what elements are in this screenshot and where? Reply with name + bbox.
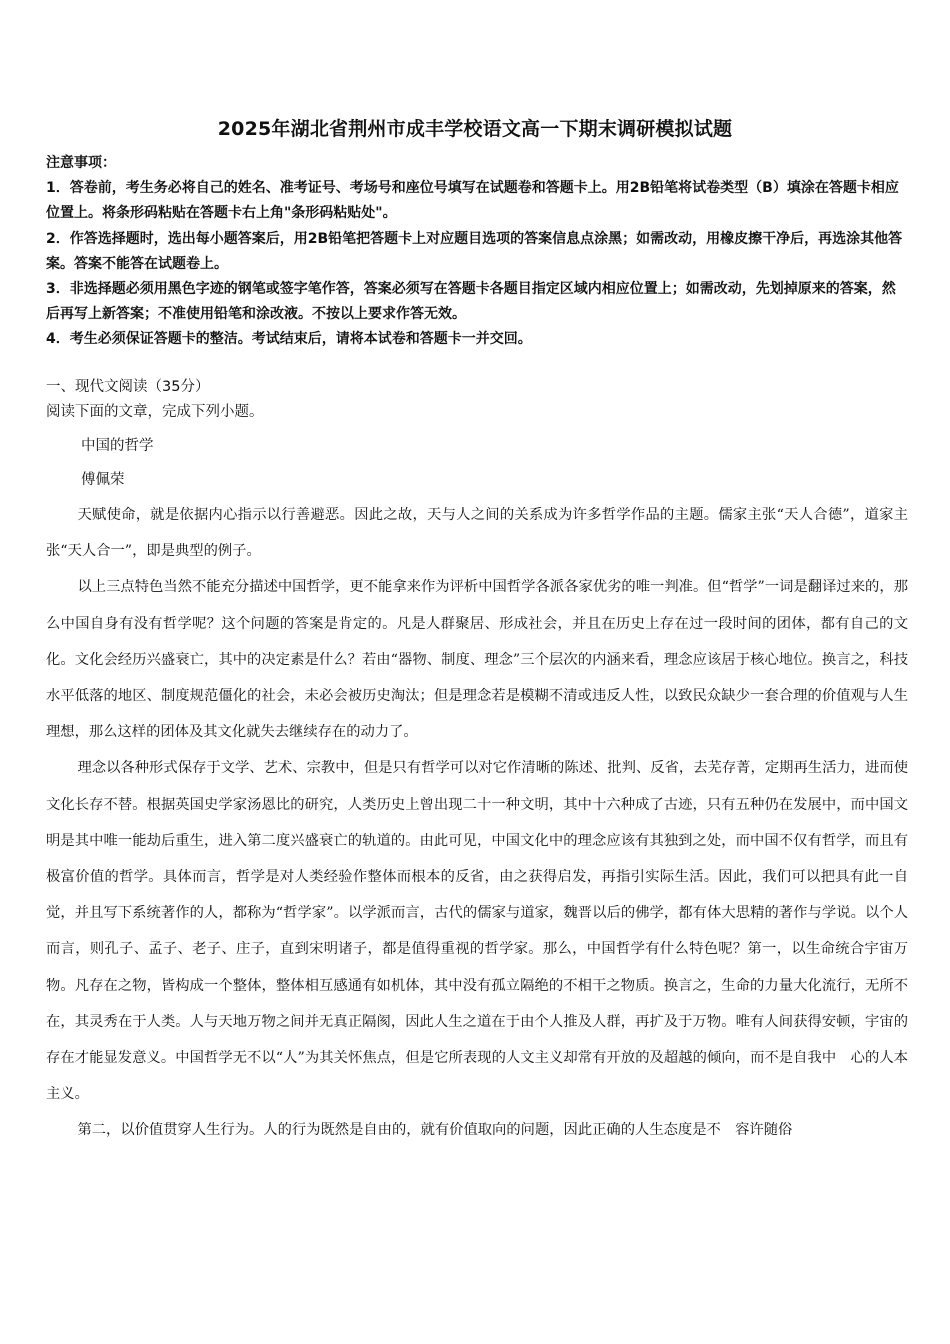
notice-block: [46, 151, 908, 353]
notice-item-3: 3．非选择题必须用黑色字迹的钢笔或签字笔作答，答案必须写在答题卡各题目指定区域内相应位置上；如需改动，先划掉原来的答案，然后再写上新答案；不准使用铅笔和涂改液。不按以上要求作答无效。: [46, 281, 896, 323]
notice-item-1: 1．答卷前，考生务必将自己的姓名、准考证号、考场号和座位号填写在试题卷和答题卡上。用2B铅笔将试卷类型（B）填涂在答题卡相应位置上。将条形码粘贴在答题卡右上角"条形码粘贴处"。: [46, 180, 899, 222]
paragraph-3: 理念以各种形式保存于文学、艺术、宗教中，但是只有哲学可以对它作清晰的陈述、批判、反省，去芜存菁，定期再生活力，进而使文化长存不替。根据英国史学家汤恩比的研究，人类历史上曾出现二十一种文明，其中十六种成了古迹，只有五种仍在发展中，而中国文明是其中唯一能劫后重生，进入第二度兴盛衰亡的轨道的。由此可见，中国文化中的理念应该有其独到之处，而中国不仅有哲学，而且有极富价值的哲学。具体而言，哲学是对人类经验作整体而根本的反省，由之获得启发，再指引实际生活。因此，我们可以把具有此一自觉，并且写下系统著作的人，都称为“哲学家”。以学派而言，古代的儒家与道家，魏晋以后的佛学，都有体大思精的著作与学说。以个人而言，则孔子、孟子、老子、庄子，直到宋明诸子，都是值得重视的哲学家。那么，中国哲学有什么特色呢？第一，以生命统合宇宙万物。凡存在之物，皆构成一个整体，整体相互感通有如机体，其中没有孤立隔绝的不相干之物质。换言之，生命的力量大化流行，无所不在，其灵秀在于人类。人与天地万物之间并无真正隔阂，因此人生之道在于由个人推及人群，再扩及于万物。唯有人间获得安顿，宇宙的存在才能显发意义。中国哲学无不以“人”为其关怀焦点，但是它所表现的人文主义却常有开放的及超越的倾向，而不是自我中 心的人本主义。: [46, 760, 908, 1103]
article-body: [46, 497, 908, 1149]
page-title: 2025年湖北省荆州市成丰学校语文高一下期末调研模拟试题: [217, 118, 733, 140]
paragraph-1: 天赋使命，就是依据内心指示以行善避恶。因此之故，天与人之间的关系成为许多哲学作品的主题。儒家主张“天人合德”，道家主张“天人合一”，即是典型的例子。: [46, 507, 908, 560]
paragraph-2: 以上三点特色当然不能充分描述中国哲学，更不能拿来作为评析中国哲学各派各家优劣的唯一判准。但“哲学”一词是翻译过来的，那么中国自身有没有哲学呢？这个问题的答案是肯定的。凡是人群聚居、形成社会，并且在历史上存在过一段时间的团体，都有自己的文化。文化会经历兴盛衰亡，其中的决定素是什么？若由“器物、制度、理念”三个层次的内涵来看，理念应该居于核心地位。换言之，科技水平低落的地区、制度规范僵化的社会，未必会被历史淘汰；但是理念若是模糊不清或违反人性，以致民众缺少一套合理的价值观与人生理想，那么这样的团体及其文化就失去继续存在的动力了。: [46, 579, 908, 741]
notice-item-2: 2．作答选择题时，选出每小题答案后，用2B铅笔把答题卡上对应题目选项的答案信息点涂黑；如需改动，用橡皮擦干净后，再选涂其他答案。答案不能答在试题卷上。: [46, 230, 903, 272]
section-heading: 一、现代文阅读（35分）: [46, 379, 210, 395]
notice-item-4: 4．考生必须保证答题卡的整洁。考试结束后，请将本试卷和答题卡一并交回。: [46, 331, 532, 348]
article-title: 中国的哲学: [81, 438, 154, 454]
reading-instruction: 阅读下面的文章，完成下列小题。: [46, 404, 264, 420]
notice-heading: 注意事项：: [46, 155, 116, 171]
article-author: 傅佩荣: [81, 472, 125, 488]
paragraph-4: 第二，以价值贯穿人生行为。人的行为既然是自由的，就有价值取向的问题，因此正确的人生态度是不 容许随俗: [77, 1122, 793, 1139]
